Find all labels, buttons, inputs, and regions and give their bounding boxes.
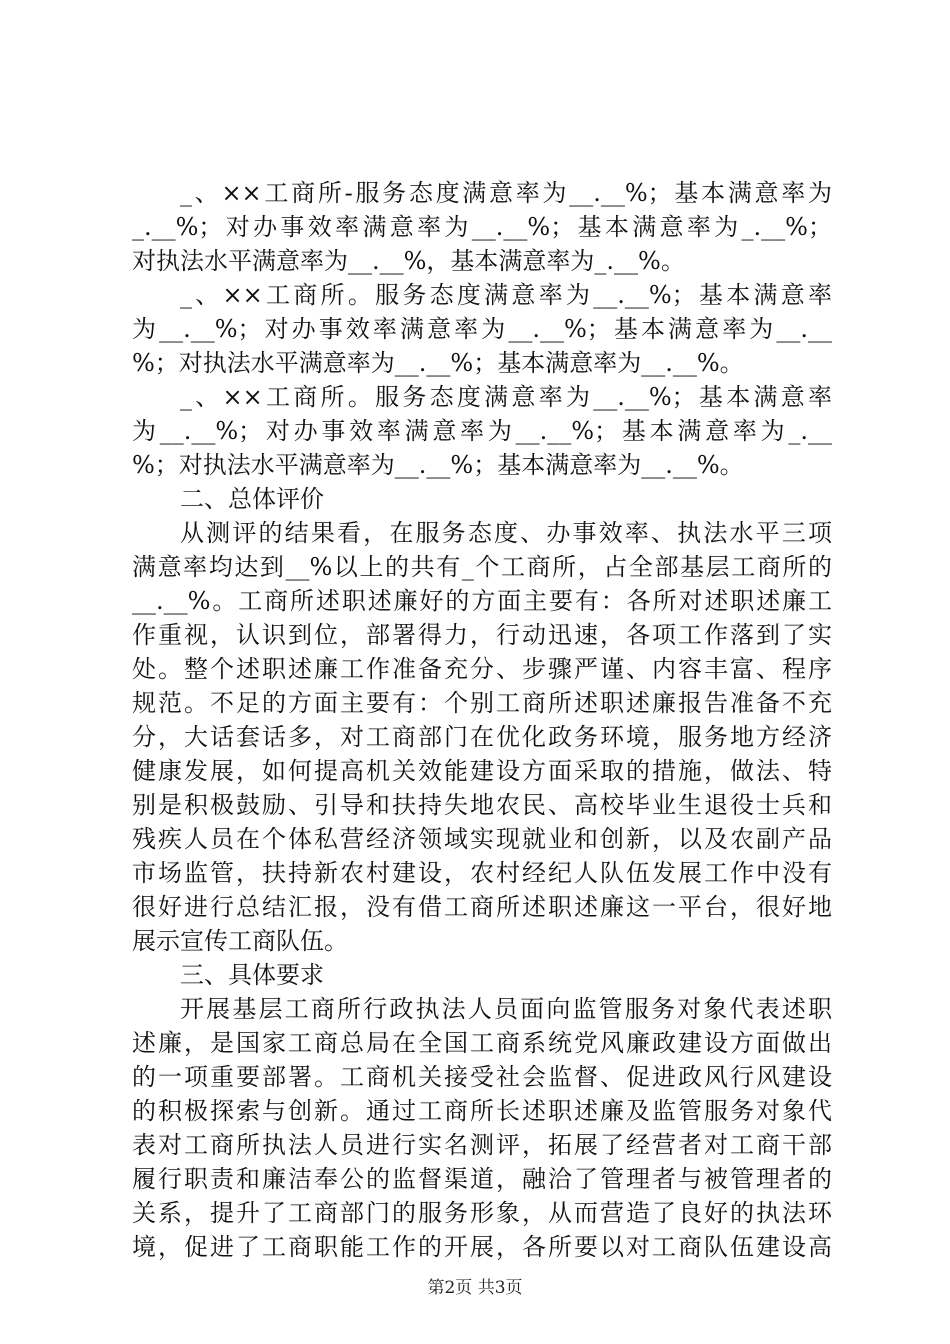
text-line: 分，大话套话多，对工商部门在优化政务环境，服务地方经济: [132, 723, 832, 751]
text-line: 展示宣传工商队伍。: [132, 927, 348, 955]
text-line: 的积极探索与创新。通过工商所长述职述廉及监管服务对象代: [132, 1097, 832, 1125]
section-heading: 二、总体评价: [180, 485, 324, 513]
text-line: 从测评的结果看，在服务态度、办事效率、执法水平三项: [180, 519, 832, 547]
text-line: 开展基层工商所行政执法人员面向监管服务对象代表述职: [180, 995, 832, 1023]
text-line: 很好进行总结汇报，没有借工商所述职述廉这一平台，很好地: [132, 893, 832, 921]
text-line: 为__.__%；对办事效率满意率为__.__%；基本满意率为__.__: [132, 315, 832, 343]
text-line: 对执法水平满意率为__.__%，基本满意率为_.__%。: [132, 247, 685, 275]
text-line: 关系，提升了工商部门的服务形象，从而营造了良好的执法环: [132, 1199, 832, 1227]
text-line: 作重视，认识到位，部署得力，行动迅速，各项工作落到了实: [132, 621, 832, 649]
text-line: _、××工商所。服务态度满意率为__.__%；基本满意率: [180, 383, 832, 411]
text-line: _、××工商所。服务态度满意率为__.__%；基本满意率: [180, 281, 832, 309]
text-line: 满意率均达到__%以上的共有_个工商所，占全部基层工商所的: [132, 553, 832, 581]
section-heading: 三、具体要求: [180, 961, 324, 989]
document-body: [132, 176, 832, 1264]
text-line: %；对执法水平满意率为__.__%；基本满意率为__.__%。: [132, 349, 744, 377]
text-line: %；对执法水平满意率为__.__%；基本满意率为__.__%。: [132, 451, 744, 479]
text-line: _.__%；对办事效率满意率为__.__%；基本满意率为_.__%；: [132, 213, 832, 241]
text-line: 规范。不足的方面主要有：个别工商所述职述廉报告准备不充: [132, 689, 832, 717]
text-line: 的一项重要部署。工商机关接受社会监督、促进政风行风建设: [132, 1063, 832, 1091]
text-line: 境，促进了工商职能工作的开展，各所要以对工商队伍建设高: [132, 1233, 832, 1261]
text-line: __.__%。工商所述职述廉好的方面主要有：各所对述职述廉工: [132, 587, 832, 615]
text-line: 述廉，是国家工商总局在全国工商系统党风廉政建设方面做出: [132, 1029, 832, 1057]
text-line: 履行职责和廉洁奉公的监督渠道，融洽了管理者与被管理者的: [132, 1165, 832, 1193]
page-footer: 第2页 共3页: [427, 1278, 523, 1298]
text-line: 市场监管，扶持新农村建设，农村经纪人队伍发展工作中没有: [132, 859, 832, 887]
text-line: 健康发展，如何提高机关效能建设方面采取的措施，做法、特: [132, 757, 832, 785]
text-line: 别是积极鼓励、引导和扶持失地农民、高校毕业生退役士兵和: [132, 791, 832, 819]
text-line: 为__.__%；对办事效率满意率为__.__%；基本满意率为_.__: [132, 417, 832, 445]
text-line: 表对工商所执法人员进行实名测评，拓展了经营者对工商干部: [132, 1131, 832, 1159]
text-line: 残疾人员在个体私营经济领域实现就业和创新，以及农副产品: [132, 825, 832, 853]
text-line: _、××工商所-服务态度满意率为__.__%；基本满意率为: [180, 179, 832, 207]
text-line: 处。整个述职述廉工作准备充分、步骤严谨、内容丰富、程序: [132, 655, 832, 683]
